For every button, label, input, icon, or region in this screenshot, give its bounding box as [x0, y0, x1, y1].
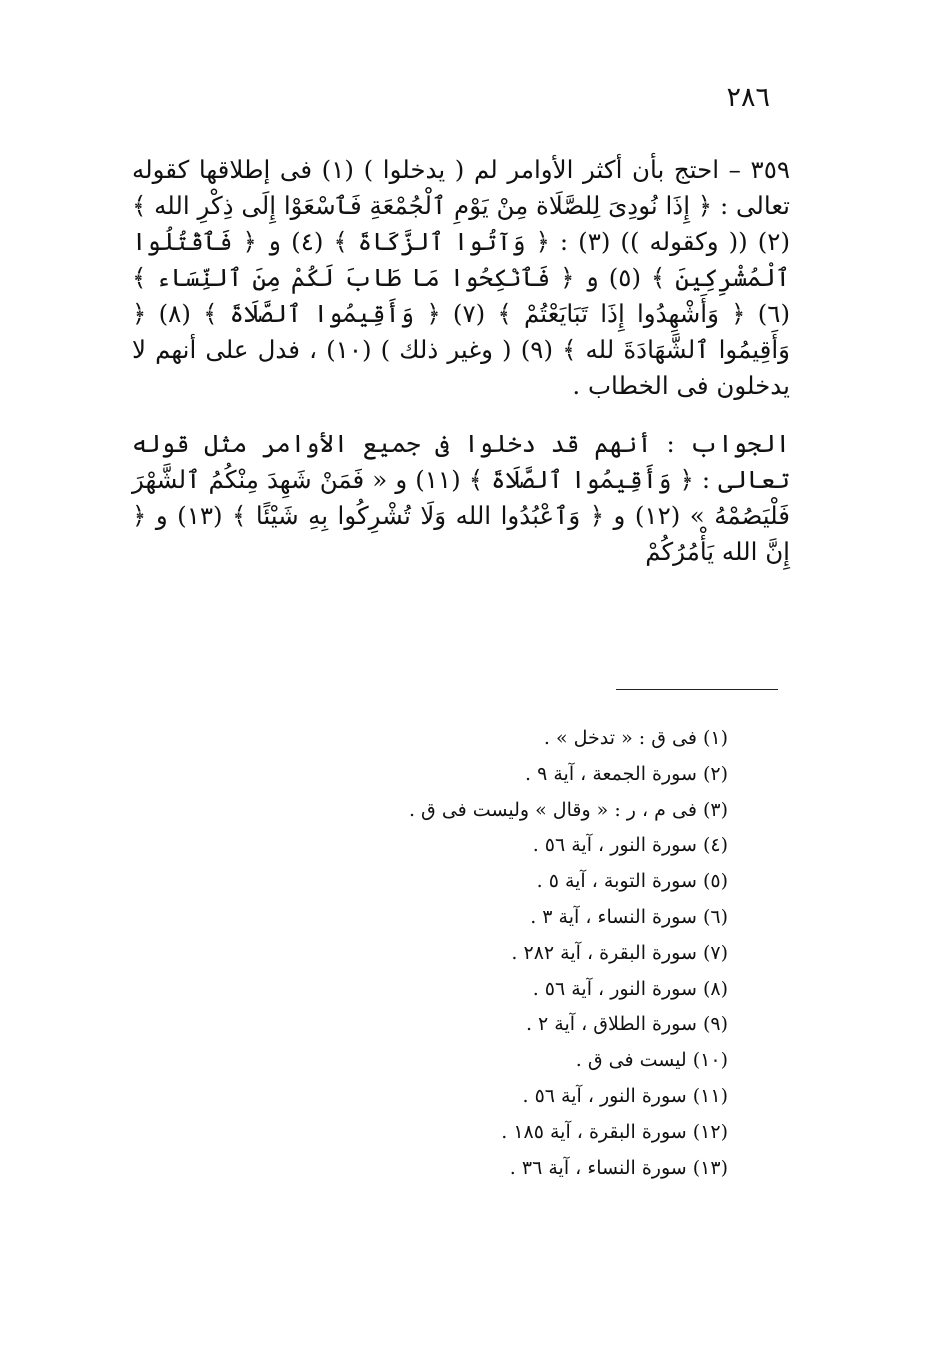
footnote-9: (٩) سورة الطلاق ، آية ٢ .: [525, 1013, 728, 1036]
footnote-1: (١) فى ق : « تدخل » .: [543, 727, 728, 749]
footnote-3: (٣) فى م ، ر : « وقال » وليست فى ق .: [408, 798, 728, 821]
footnote-12: (١٢) سورة البقرة ، آية ١٨٥ .: [501, 1120, 728, 1143]
footnote-5: (٥) سورة التوبة ، آية ٥ .: [536, 870, 728, 893]
footnote-6: (٦) سورة النساء ، آية ٣ .: [530, 905, 728, 928]
paragraph-argument: ٣٥٩ – احتج بأن أكثر الأوامر لم ( يدخلوا ) (١) فى إطلاقها كقوله تعالى : ﴿ إِذَا نُودِىَ لِلصَّلَاة مِنْ يَوْمِ ٱلْجُمْعَةِ فَٱسْعَوْا إِلَى ذِكْرِ الله ﴾ (٢) (( وكقوله )) (٣) : ﴿ وَآتُوا ٱلزَّكَاةَ ﴾ (٤) و ﴿ فَٱقْتُلُوا ٱلْمُشْرِكِينَ ﴾ (٥) و ﴿ فَٱنْكِحُوا مَا طَابَ لَكُمْ مِنَ ٱلنِّسَاء ﴾ (٦) ﴿ وَأَشْهِدُوا إِذَا تَبَايَعْتُمْ ﴾ (٧) ﴿ وَأَقِيمُوا ٱلصَّلَاةَ ﴾ (٨) ﴿ وَأَقِيمُوا ٱلشَّهَادَةَ لله ﴾ (٩) ( وغير ذلك ) (١٠) ، فدل على أنهم لا يدخلون فى الخطاب .: [132, 155, 791, 400]
footnote-13: (١٣) سورة النساء ، آية ٣٦ .: [509, 1156, 728, 1179]
footnote-8: (٨) سورة النور ، آية ٥٦ .: [532, 977, 728, 1000]
footnotes-list: [168, 721, 728, 1186]
main-text: [132, 152, 790, 570]
footnote-4: (٤) سورة النور ، آية ٥٦ .: [532, 834, 728, 857]
paragraph-answer: الجواب : أنهم قد دخلوا فى جميع الأوامر مثل قوله تعالى : ﴿ وَأَقِيمُوا ٱلصَّلَاةَ ﴾ (١١) و « فَمَنْ شَهِدَ مِنْكُمُ ٱلشَّهْرَ فَلْيَصُمْهُ » (١٢) و ﴿ وَٱعْبُدُوا الله وَلَا تُشْرِكُوا بِهِ شَيْئًا ﴾ (١٣) و ﴿ إِنَّ الله يَأْمُرُكُمْ: [132, 429, 790, 566]
footnote-7: (٧) سورة البقرة ، آية ٢٨٢ .: [511, 941, 728, 964]
footnote-separator: [616, 689, 778, 690]
page-number: ٢٨٦: [726, 82, 770, 113]
footnote-11: (١١) سورة النور ، آية ٥٦ .: [522, 1084, 728, 1107]
footnote-10: (١٠) ليست فى ق .: [575, 1049, 728, 1072]
footnote-2: (٢) سورة الجمعة ، آية ٩ .: [525, 762, 728, 785]
